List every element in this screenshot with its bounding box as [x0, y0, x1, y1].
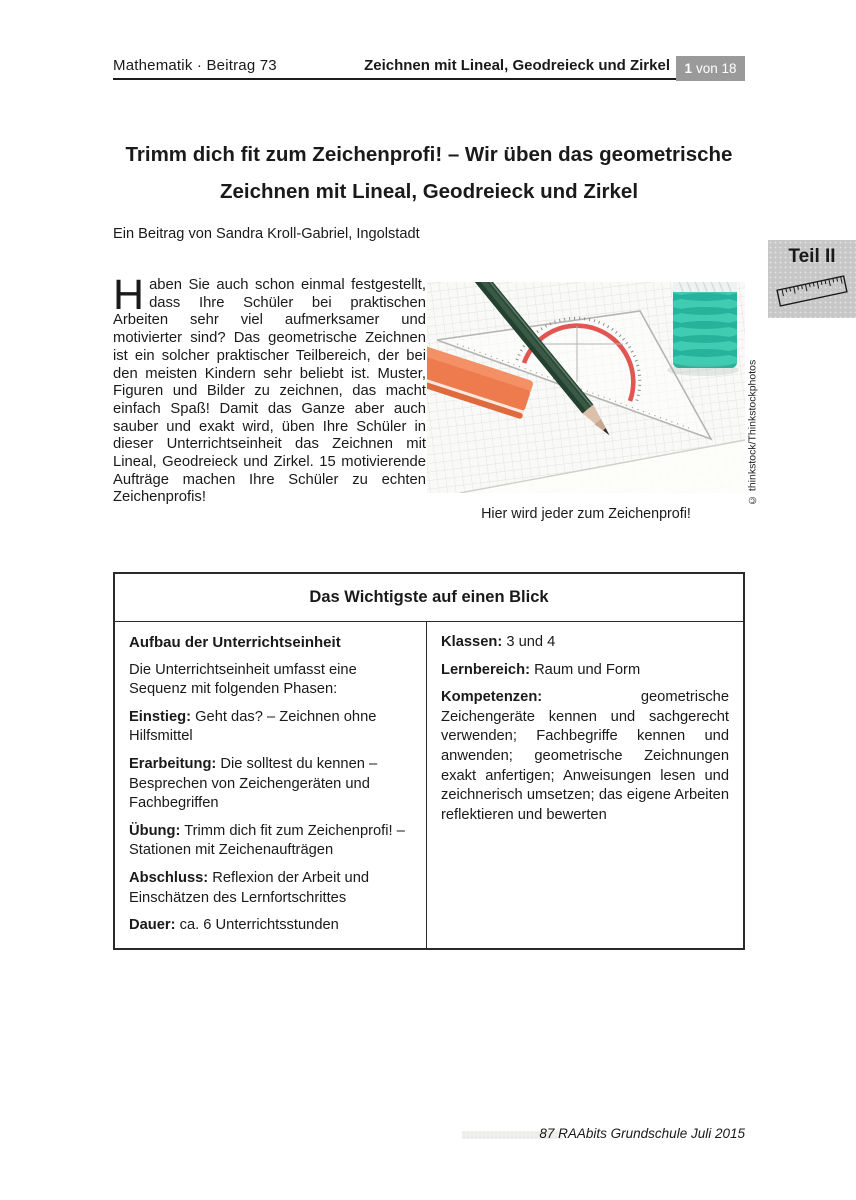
page-title-line2: Zeichnen mit Lineal, Geodreieck und Zirkel: [219, 180, 639, 203]
info-item: [441, 661, 729, 681]
page-title: [113, 136, 745, 210]
info-text: 3 und 4: [506, 634, 556, 650]
phase-text: Geht das? – Zeichnen ohne Hilfsmittel: [129, 708, 377, 745]
intro-text: aben Sie auch schon einmal festgestellt, dass Ihre Schüler bei praktischen Arbeiten sehr viel aufmerksamer und motivierter sind? Das geometrische Zeichnen ist ein solcher praktischer Teilbereich, der bei den meisten Kindern sehr beliebt ist. Muster, Figuren und Bilder zu zeichnen, das macht einfach Spaß! Damit das Ganze aber auch sauber und exakt wird, üben Ihre Schüler in dieser Unterrichtseinheit das Zeichnen mit Lineal, Geodreieck und Zirkel. 15 motivierende Aufträge machen Ihre Schüler zu echten Zeichenprofis!: [113, 277, 426, 506]
info-label: Kompetenzen:: [441, 689, 543, 706]
overview-table: [113, 572, 745, 950]
page-title-line1: Trimm dich fit zum Zeichenprofi! – Wir üben das geometrische: [125, 143, 733, 166]
page-number: 1: [684, 61, 692, 76]
phase-label: Einstieg:: [129, 708, 192, 725]
part-tab: [768, 240, 856, 318]
info-item: [441, 688, 729, 825]
page-number-badge: [676, 56, 745, 81]
phase-text: Reflexion der Arbeit und Einschätzen des Lernfortschrittes: [129, 869, 370, 906]
header-rule: [113, 78, 745, 80]
phase-item: [129, 916, 412, 936]
phase-item: [129, 869, 412, 908]
info-label: Lernbereich:: [441, 661, 530, 678]
page-total: von 18: [695, 61, 737, 76]
photo-credit: [744, 282, 761, 506]
ruler-icon: [773, 270, 851, 312]
phase-text: ca. 6 Unterrichtsstunden: [179, 917, 339, 934]
footer-imprint: 87 RAAbits Grundschule Juli 2015: [539, 1126, 745, 1141]
phase-item: [129, 755, 412, 814]
overview-table-title: Das Wichtigste auf einen Blick: [115, 574, 743, 622]
phase-text: Trimm dich fit zum Zeichenprofi! – Stationen mit Zeichenaufträgen: [129, 822, 405, 859]
phase-text: Die solltest du kennen – Besprechen von Zeichengeräten und Fachbegriffen: [129, 755, 378, 812]
info-text: geometrische Zeichengeräte kennen und sachgerecht verwenden; Fachbegriffe kennen und anwenden; geometrische Zeichnungen exakt anfertigen; Anweisungen lesen und zeichnerisch umsetzen; das eigene Arbeiten reflektieren und bewerten: [441, 689, 729, 823]
phase-label: Übung:: [129, 822, 181, 839]
info-text: Raum und Form: [534, 661, 641, 678]
phase-label: Dauer:: [129, 917, 176, 934]
info-label: Klassen:: [441, 634, 503, 650]
photo-credit-text: © thinkstock/Thinkstockphotos: [746, 359, 759, 506]
overview-left-column: [115, 622, 427, 948]
photo-caption: Hier wird jeder zum Zeichenprofi!: [481, 506, 691, 522]
dropcap: H: [113, 271, 145, 319]
byline: Ein Beitrag von Sandra Kroll-Gabriel, Ingolstadt: [113, 226, 420, 242]
info-item: [441, 633, 729, 653]
phase-item: [129, 822, 412, 861]
left-column-heading: Aufbau der Unterrichtseinheit: [129, 634, 341, 651]
unit-title-header: Zeichnen mit Lineal, Geodreieck und Zirkel: [364, 57, 670, 74]
drawing-tools-photo: [427, 282, 745, 493]
intro-paragraph: [113, 271, 426, 507]
overview-right-column: [427, 622, 743, 948]
sharpener: [667, 282, 743, 376]
left-column-intro: Die Unterrichtseinheit umfasst eine Sequenz mit folgenden Phasen:: [129, 661, 357, 698]
journal-label: Mathematik · Beitrag 73: [113, 57, 277, 74]
figure-photo: [427, 282, 745, 493]
phase-item: [129, 708, 412, 747]
phase-label: Abschluss:: [129, 869, 209, 886]
part-tab-label: Teil II: [788, 246, 836, 267]
phase-label: Erarbeitung:: [129, 755, 217, 772]
